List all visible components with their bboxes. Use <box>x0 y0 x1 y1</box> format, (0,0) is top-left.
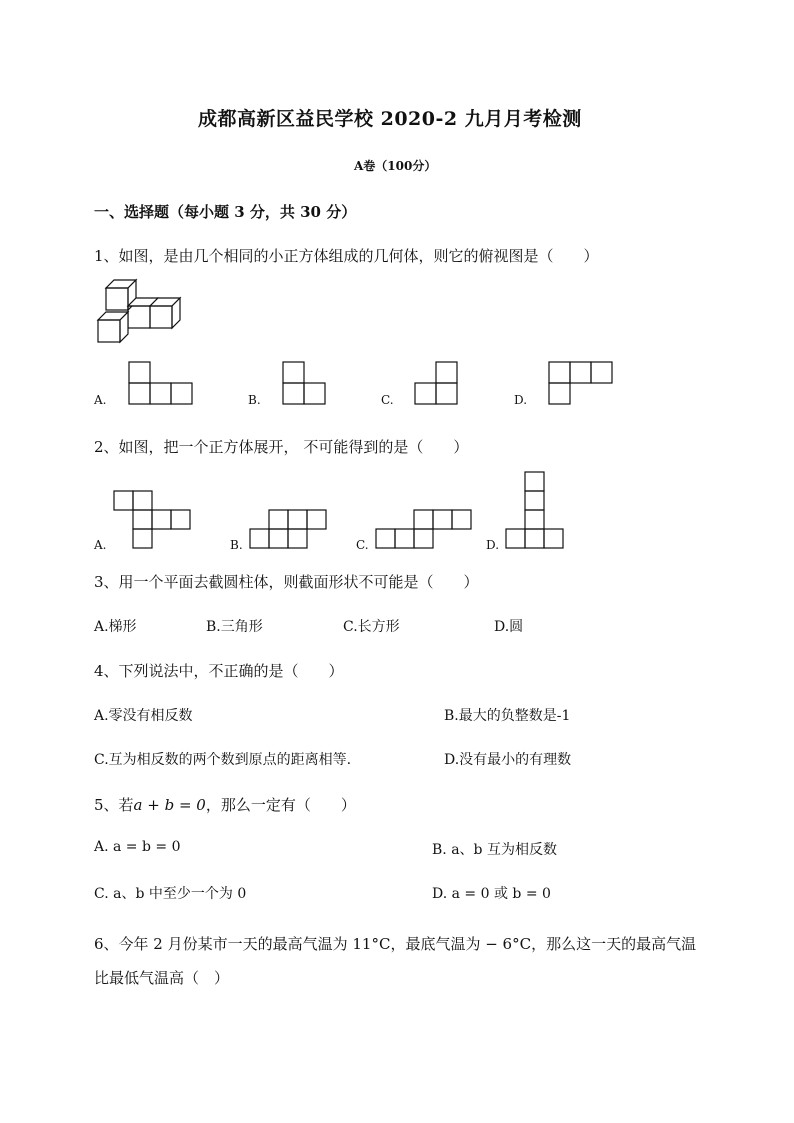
q2-option-d-label: D. <box>486 538 500 552</box>
q1-option-d-figure <box>548 361 614 405</box>
q4-option-c: C.互为相反数的两个数到原点的距离相等. <box>94 752 352 768</box>
q2-option-c-net <box>375 509 472 550</box>
q2-option-c-label: C. <box>356 538 369 552</box>
q2-option-b-label: B. <box>230 538 243 552</box>
question-5-text <box>94 794 356 815</box>
q1-option-b-figure <box>282 361 328 405</box>
question-4-text: 4、下列说法中，不正确的是（ ） <box>94 662 344 680</box>
q4-option-a: A.零没有相反数 <box>94 708 193 724</box>
question-2-text: 2、如图，把一个正方体展开， 不可能得到的是（ ） <box>94 438 469 456</box>
page-subtitle: A卷（100分） <box>354 159 437 173</box>
question-1-text: 1、如图，是由几个相同的小正方体组成的几何体，则它的俯视图是（ ） <box>94 247 599 265</box>
q2-option-a-label: A. <box>94 538 107 552</box>
q5-option-c: C. a、b 中至少一个为 0 <box>94 886 247 902</box>
q5-option-d: D. a = 0 或 b = 0 <box>432 886 551 902</box>
q1-option-c-label: C. <box>381 393 394 407</box>
page-title: 成都高新区益民学校 2020-2 九月月考检测 <box>198 108 582 130</box>
q5-option-a: A. a = b = 0 <box>94 839 181 855</box>
q3-option-d: D.圆 <box>494 619 524 635</box>
q4-option-d: D.没有最小的有理数 <box>444 752 572 768</box>
q3-option-a: A.梯形 <box>94 619 137 635</box>
question-1-solid-figure <box>94 276 190 348</box>
q2-option-d-net <box>505 471 565 550</box>
q5-option-b: B. a、b 互为相反数 <box>432 842 557 858</box>
q3-option-b: B.三角形 <box>206 619 263 635</box>
q5-text-prefix: 5、若 <box>94 796 134 814</box>
q4-option-b: B.最大的负整数是-1 <box>444 708 571 724</box>
q5-equation: a + b = 0 <box>133 796 206 814</box>
question-6-line-2: 比最低气温高（ ） <box>94 969 230 987</box>
question-6-line-1: 6、今年 2 月份某市一天的最高气温为 11°C，最底气温为 − 6°C，那么这一天的最高气温 <box>94 935 697 953</box>
q2-option-b-net <box>249 509 327 550</box>
section-heading: 一、选择题（每小题 3 分，共 30 分） <box>94 203 357 221</box>
q1-option-c-figure <box>414 361 460 405</box>
q1-option-a-label: A. <box>94 393 107 407</box>
q3-option-c: C.长方形 <box>343 619 400 635</box>
q1-option-a-figure <box>128 361 194 405</box>
q2-option-a-net <box>113 490 191 550</box>
q1-option-b-label: B. <box>248 393 261 407</box>
question-3-text: 3、用一个平面去截圆柱体，则截面形状不可能是（ ） <box>94 573 479 591</box>
q1-option-d-label: D. <box>514 393 528 407</box>
q5-text-suffix: ，那么一定有（ ） <box>205 796 356 814</box>
